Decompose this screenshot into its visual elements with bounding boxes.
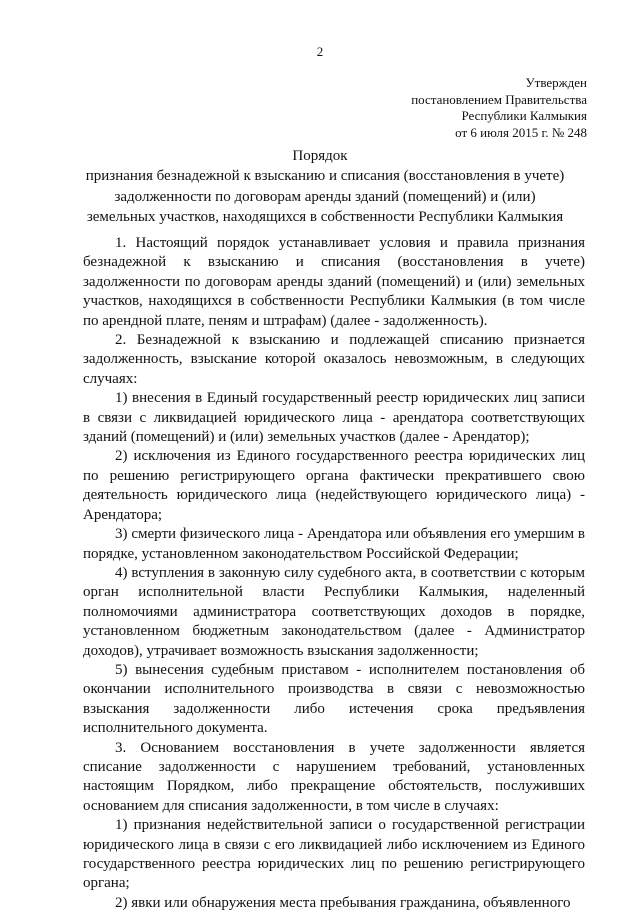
paragraph-2-item-4: 4) вступления в законную силу судебного акта, в соответствии с которым орган исполнительной власти Республики Калмыкия, наделенный полномочиями администратора соответствующих доходов в порядке, установленном бюджетным законодательством (далее - Администратор доходов), утрачивает возможность взыскания задолженности;: [83, 564, 585, 659]
paragraph-1: 1. Настоящий порядок устанавливает условия и правила признания безнадежной к взысканию и списания (восстановления в учете) задолженности по договорам аренды зданий (помещений) и (или) земельных участков, находящихся в собственности Республики Калмыкия (в том числе по арендной плате, пеням и штрафам) (далее - задолженность).: [83, 235, 585, 329]
page-number: 2: [316, 44, 324, 59]
paragraph-2-item-3: 3) смерти физического лица - Арендатора или объявления его умершим в порядке, установленном законодательством Российской Федерации;: [83, 526, 585, 562]
approval-line: Республики Калмыкия: [461, 108, 587, 123]
document-title: Порядок: [292, 148, 348, 164]
paragraph-3: 3. Основанием восстановления в учете задолженности является списание задолженности с нарушением требований, установленных настоящим Порядком, либо прекращение обстоятельств, послуживших основанием для списания задолженности, в том числе в случаях:: [83, 739, 585, 814]
paragraph-2-item-1: 1) внесения в Единый государственный реестр юридических лиц записи в связи с ликвидацией юридического лица - арендатора соответствующих зданий (помещений) и (или) земельных участков (далее - Арендатор);: [83, 390, 585, 446]
document-body: [83, 234, 585, 913]
paragraph-3-item-2: 2) явки или обнаружения места пребывания гражданина, объявленного: [115, 894, 571, 911]
approval-line: постановлением Правительства: [411, 91, 587, 107]
paragraph-2: 2. Безнадежной к взысканию и подлежащей списанию признается задолженность, взыскание которой оказалось невозможным, в следующих случаях:: [83, 332, 585, 387]
paragraph-2-item-5: 5) вынесения судебным приставом - исполнителем постановления об окончании исполнительного производства в связи с невозможностью взыскания задолженности либо истечения срока предъявления исполнительного документа.: [83, 661, 585, 737]
paragraph-3-item-1: 1) признания недействительной записи о государственной регистрации юридического лица в связи с его ликвидацией либо исключением из Единого государственного реестра юридических лиц по решению регистрирующего органа;: [83, 817, 585, 892]
approval-line: от 6 июля 2015 г. № 248: [455, 124, 587, 140]
document-subtitle: признания безнадежной к взысканию и списания (восстановления в учете) задолженности по договорам аренды зданий (помещений) и (или) земельных участков, находящихся в собственности Республики Калмыкия: [85, 168, 565, 225]
approval-stamp: [411, 75, 587, 141]
approval-line: Утвержден: [525, 75, 587, 90]
paragraph-2-item-2: 2) исключения из Единого государственного реестра юридических лиц по решению регистрирующего органа фактически прекратившего свою деятельность юридического лица (недействующего юридического лица) - Арендатора;: [83, 448, 585, 523]
